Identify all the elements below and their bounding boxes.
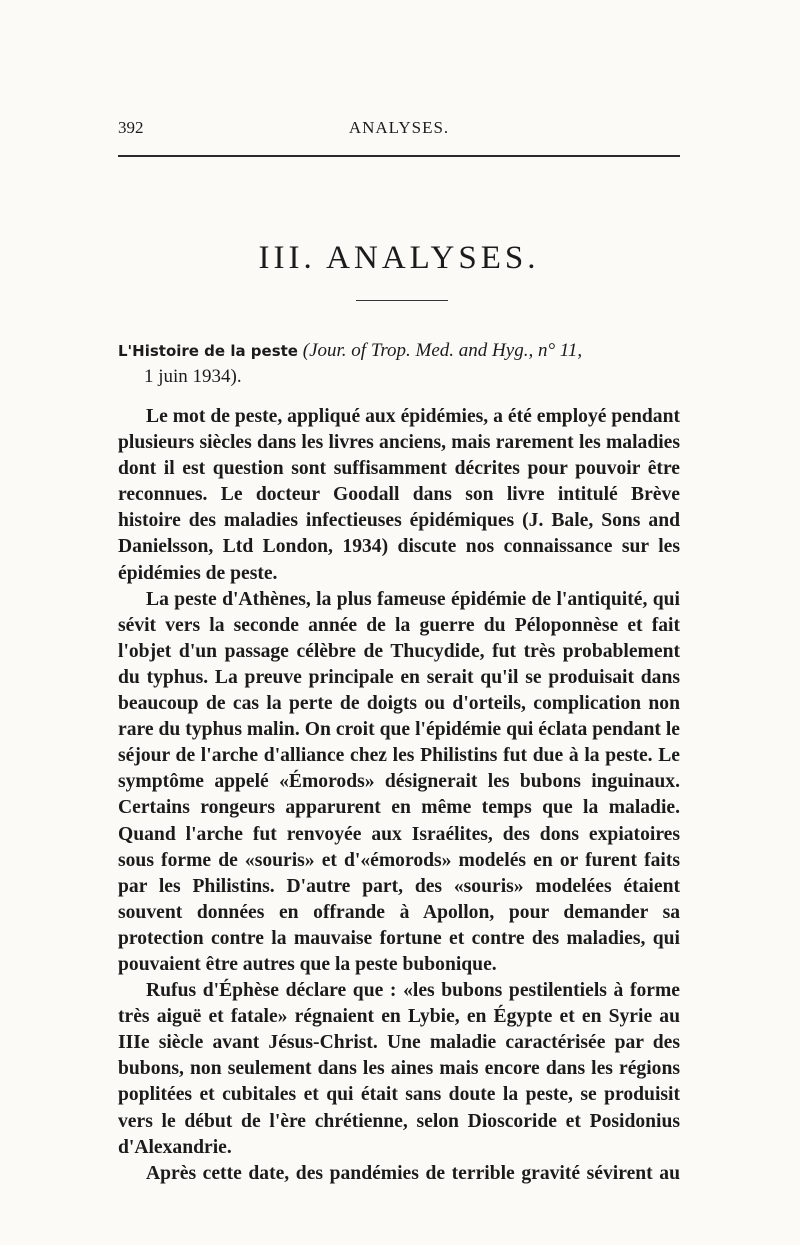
paragraph: Le mot de peste, appliqué aux épidémies, a été employé pendant plusieurs siècles dans les livres anciens, mais rarement les maladies dont il est question sont suffisamment décrites pour pouvoir être reconnues. Le docteur Goodall dans son livre intitulé Brève histoire des maladies infectieuses épidémiques (J. Bale, Sons and Danielsson, Ltd London, 1934) discute nos connaissance sur les épidémies de peste. [118, 406, 680, 584]
article-heading: L'Histoire de la peste [118, 342, 298, 360]
header-rule [118, 155, 680, 157]
page-number: 392 [118, 118, 144, 137]
paragraph: Après cette date, des pandémies de terrible gravité sévirent au [146, 1162, 680, 1184]
paragraph: La peste d'Athènes, la plus fameuse épidémie de l'antiquité, qui sévit vers la seconde année de la guerre du Péloponnèse et fait l'objet d'un passage célèbre de Thucydide, fut très probablement du typhus. La preuve principale en serait qu'il se produisait dans beaucoup de cas la perte de doigts ou d'orteils, complication non rare du typhus malin. On croit que l'épidémie qui éclata pendant le séjour de l'arche d'alliance chez les Philistins fut due à la peste. Le symptôme appelé «Émorods» désignerait les bubons inguinaux. Certains rongeurs apparurent en même temps que la maladie. Quand l'arche fut renvoyée aux Israélites, des dons expiatoires sous forme de «souris» et d'«émorods» modelés en or furent faits par les Philistins. D'autre part, des «souris» modelées étaient souvent données en offrande à Apollon, pour demander sa protection contre la mauvaise fortune et contre des maladies, qui pouvaient être autres que la peste bubonique. [118, 588, 680, 975]
article-citation: (Jour. of Trop. Med. and Hyg., n° 11, [302, 340, 583, 361]
article-reference [118, 338, 680, 390]
paragraph: Rufus d'Éphèse déclare que : «les bubons pestilentiels à forme très aiguë et fatale» régnaient en Lybie, en Égypte et en Syrie au IIIe siècle avant Jésus-Christ. Une maladie caractérisée par des bubons, non seulement dans les aines mais encore dans les régions poplitées et cubitales et qui était sans doute la peste, se produisit vers le début de l'ère chrétienne, selon Dioscoride et Posidonius d'Alexandrie. [118, 980, 680, 1158]
article-body [118, 404, 680, 1187]
title-divider [356, 300, 448, 301]
section-title: III. ANALYSES. [258, 240, 540, 276]
article-citation-cont: 1 juin 1934). [144, 366, 242, 387]
running-title: ANALYSES. [348, 118, 450, 137]
